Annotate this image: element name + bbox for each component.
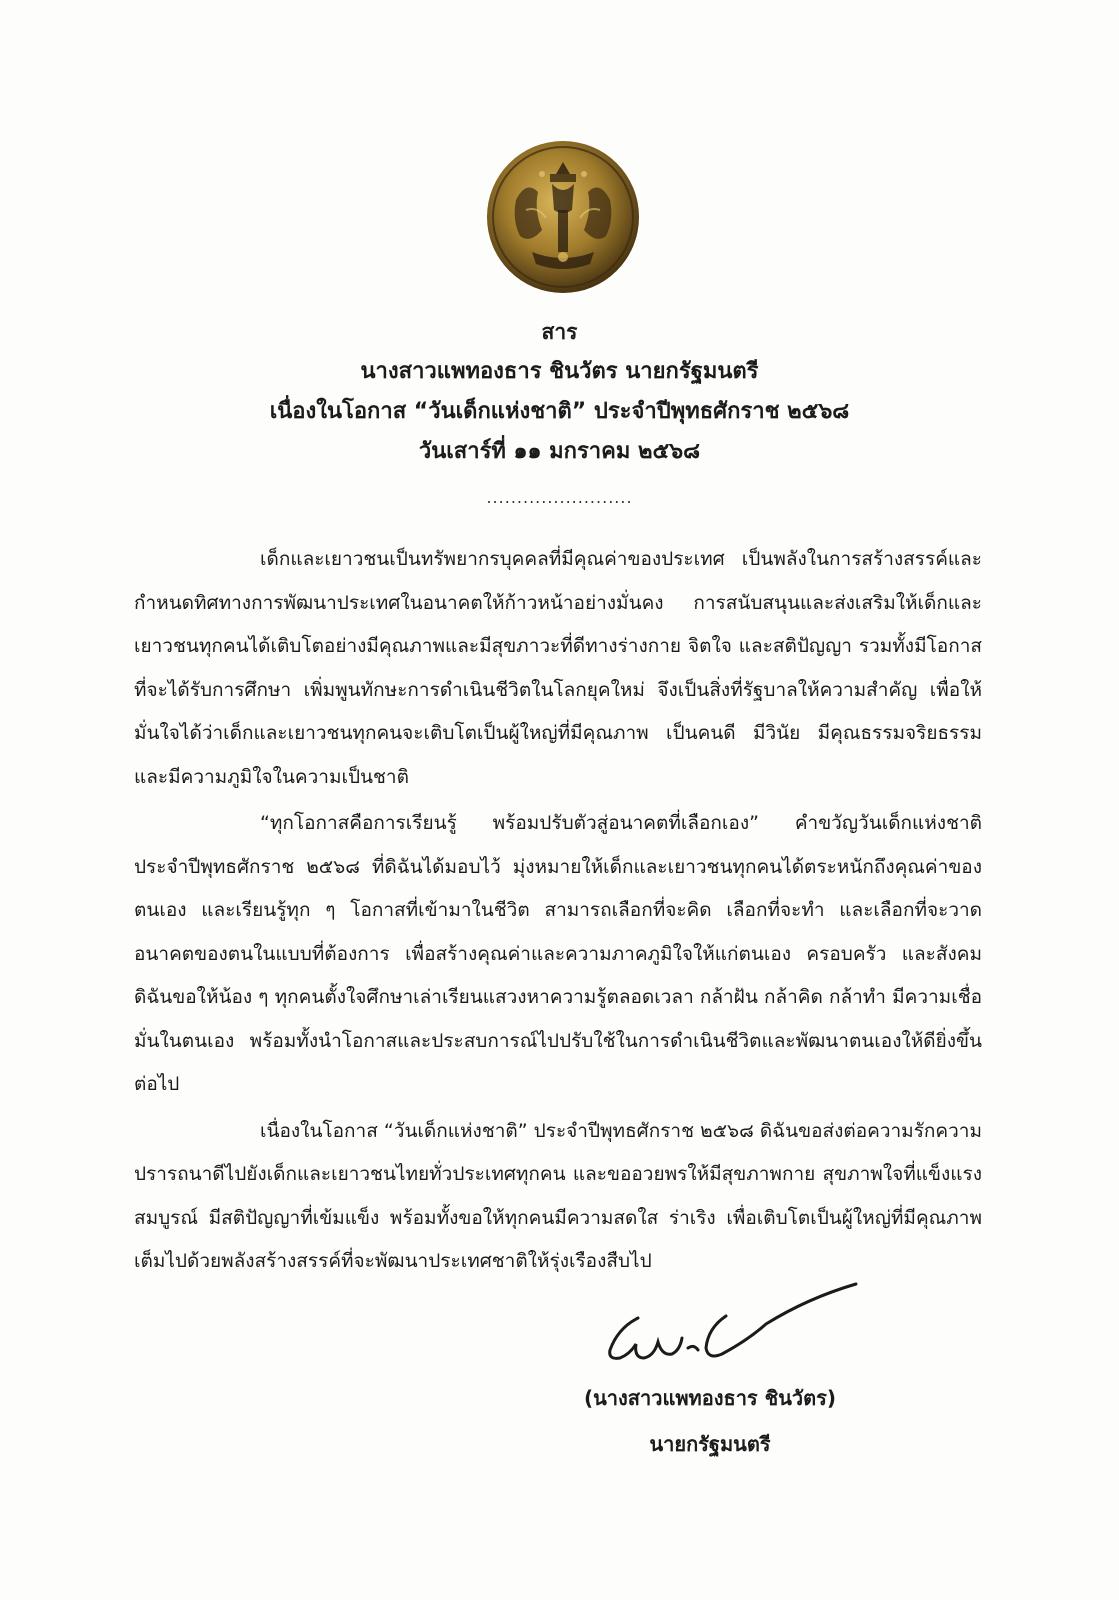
signatory-position: นายกรัฐมนตรี (649, 1432, 771, 1456)
signature-block (560, 1375, 860, 1467)
handwritten-signature-icon (598, 1278, 860, 1370)
separator-dots: ........................ (486, 488, 633, 507)
message-body (134, 538, 982, 1287)
heading-title: สาร (541, 320, 578, 344)
heading-author: นางสาวแพทองธาร ชินวัตร นายกรัฐมนตรี (360, 359, 759, 384)
heading-occasion: เนื่องในโอกาส “วันเด็กแห่งชาติ” ประจำปีพุทธศักราช ๒๕๖๘ (269, 399, 850, 424)
paragraph-2: “ทุกโอกาสคือการเรียนรู้ พร้อมปรับตัวสู่อนาคตที่เลือกเอง” คำขวัญวันเด็กแห่งชาติ ประจำปีพุทธศักราช ๒๕๖๘ ที่ดิฉันได้มอบไว้ มุ่งหมายให้เด็กและเยาวชนทุกคนได้ตระหนักถึงคุณค่าของตนเอง และเรียนรู้ทุก ๆ โอกาสที่เข้ามาในชีวิต สามารถเลือกที่จะคิด เลือกที่จะทำ และเลือกที่จะวาดอนาคตของตนในแบบที่ต้องการ เพื่อสร้างคุณค่าและความภาคภูมิใจให้แก่ตนเอง ครอบครัว และสังคม ดิฉันขอให้น้อง ๆ ทุกคนตั้งใจศึกษาเล่าเรียนแสวงหาความรู้ตลอดเวลา กล้าฝัน กล้าคิด กล้าทำ มีความเชื่อมั่นในตนเอง พร้อมทั้งนำโอกาสและประสบการณ์ไปปรับใช้ในการดำเนินชีวิตและพัฒนาตนเองให้ดียิ่งขึ้นต่อไป (134, 812, 982, 1095)
paragraph-3: เนื่องในโอกาส “วันเด็กแห่งชาติ” ประจำปีพุทธศักราช ๒๕๖๘ ดิฉันขอส่งต่อความรักความปรารถนาดีไปยังเด็กและเยาวชนไทยทั่วประเทศทุกคน และขออวยพรให้มีสุขภาพกาย สุขภาพใจที่แข็งแรงสมบูรณ์ มีสติปัญญาที่เข้มแข็ง พร้อมทั้งขอให้ทุกคนมีความสดใส ร่าเริง เพื่อเติบโตเป็นผู้ใหญ่ที่มีคุณภาพ เต็มไปด้วยพลังสร้างสรรค์ที่จะพัฒนาประเทศชาติให้รุ่งเรืองสืบไป (134, 1119, 982, 1272)
thai-government-seal-icon (486, 140, 640, 294)
paragraph-1: เด็กและเยาวชนเป็นทรัพยากรบุคคลที่มีคุณค่าของประเทศ เป็นพลังในการสร้างสรรค์และกำหนดทิศทางการพัฒนาประเทศในอนาคตให้ก้าวหน้าอย่างมั่นคง การสนับสนุนและส่งเสริมให้เด็กและเยาวชนทุกคนได้เติบโตอย่างมีคุณภาพและมีสุขภาวะที่ดีทางร่างกาย จิตใจ และสติปัญญา รวมทั้งมีโอกาสที่จะได้รับการศึกษา เพิ่มพูนทักษะการดำเนินชีวิตในโลกยุคใหม่ จึงเป็นสิ่งที่รัฐบาลให้ความสำคัญ เพื่อให้มั่นใจได้ว่าเด็กและเยาวชนทุกคนจะเติบโตเป็นผู้ใหญ่ที่มีคุณภาพ เป็นคนดี มีวินัย มีคุณธรรมจริยธรรม และมีความภูมิใจในความเป็นชาติ (134, 548, 982, 788)
heading-date: วันเสาร์ที่ ๑๑ มกราคม ๒๕๖๘ (418, 439, 701, 464)
signatory-name: (นางสาวแพทองธาร ชินวัตร) (583, 1386, 836, 1410)
message-heading (0, 312, 1119, 472)
